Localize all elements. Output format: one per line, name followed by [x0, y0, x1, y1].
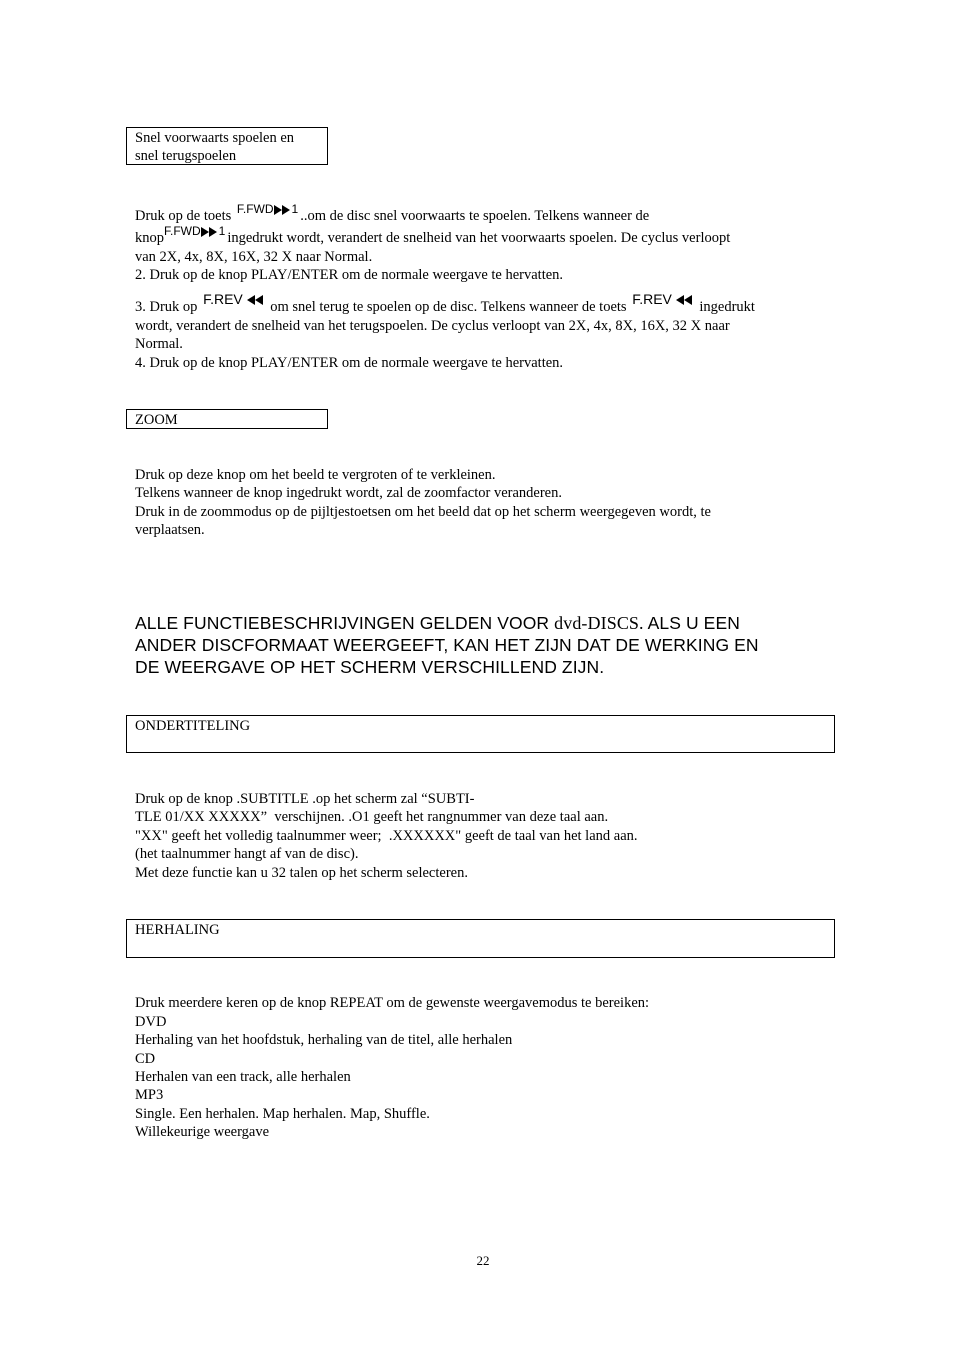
paragraph-line: Normal.	[135, 336, 183, 352]
paragraph-line: van 2X, 4x, 8X, 16X, 32 X naar Normal.	[135, 249, 373, 265]
page-number: 22	[476, 1253, 490, 1268]
notice-line: DE WEERGAVE OP HET SCHERM VERSCHILLEND ZIJN.	[135, 657, 605, 677]
paragraph-line: MP3	[135, 1087, 164, 1103]
heading-line: HERHALING	[135, 922, 220, 938]
section-heading-repeat	[126, 919, 835, 958]
ffwd-button-icon: F.FWD 1	[164, 224, 226, 238]
notice-line: ALLE FUNCTIEBESCHRIJVINGEN GELDEN VOOR dvd-DISCS. ALS U EEN	[135, 613, 740, 633]
paragraph-line: verplaatsen.	[135, 522, 205, 538]
paragraph-line: Single. Een herhalen. Map herhalen. Map, Shuffle.	[135, 1106, 430, 1122]
paragraph-line: 3. Druk op F.REV om snel terug te spoelen op de disc. Telkens wanneer de toets F.REV ingedrukt	[135, 291, 755, 315]
paragraph-line: TLE 01/XX XXXXX” verschijnen. .O1 geeft het rangnummer van deze taal aan.	[135, 809, 609, 825]
notice-line: ANDER DISCFORMAAT WEERGEEFT, KAN HET ZIJN DAT DE WERKING EN	[135, 635, 759, 655]
section-heading-subtitle	[126, 715, 835, 753]
section-heading-ffwd	[126, 127, 328, 165]
paragraph-line: Herhaling van het hoofdstuk, herhaling van de titel, alle herhalen	[135, 1032, 513, 1048]
paragraph-line: Druk op deze knop om het beeld te vergroten of te verkleinen.	[135, 467, 496, 483]
paragraph-line: Druk in de zoommodus op de pijltjestoetsen om het beeld dat op het scherm weergegeven wordt, te	[135, 504, 711, 520]
section-heading-zoom	[126, 409, 328, 429]
paragraph-line: Willekeurige weergave	[135, 1124, 270, 1140]
paragraph-line: Druk op de knop .SUBTITLE .op het scherm zal “SUBTI-	[135, 791, 475, 807]
paragraph-line: Druk meerdere keren op de knop REPEAT om de gewenste weergavemodus te bereiken:	[135, 995, 650, 1011]
ffwd-button-icon: F.FWD 1	[236, 202, 299, 216]
heading-line: ZOOM	[135, 412, 178, 428]
frev-button-icon: F.REV	[632, 293, 694, 305]
paragraph-line: Druk op de toets F.FWD 1 ..om de disc snel voorwaarts te spoelen. Telkens wanneer de	[135, 202, 650, 224]
paragraph-line: CD	[135, 1051, 156, 1067]
paragraph-line: wordt, verandert de snelheid van het terugspoelen. De cyclus verloopt van 2X, 4x, 8X, 16X, 32 X naar	[135, 318, 730, 334]
paragraph-line: "XX" geeft het volledig taalnummer weer; .XXXXXX" geeft de taal van het land aan.	[135, 828, 638, 844]
paragraph-line: knopF.FWD 1 ingedrukt wordt, verandert de snelheid van het voorwaarts spoelen. De cyclus verloopt	[135, 224, 731, 246]
paragraph-line: (het taalnummer hangt af van de disc).	[135, 846, 359, 862]
frev-button-icon: F.REV	[203, 293, 265, 305]
paragraph-line: Met deze functie kan u 32 talen op het scherm selecteren.	[135, 865, 468, 881]
heading-line: snel terugspoelen	[135, 148, 237, 164]
heading-line: ONDERTITELING	[135, 718, 251, 734]
paragraph-line: Herhalen van een track, alle herhalen	[135, 1069, 351, 1085]
paragraph-line: 2. Druk op de knop PLAY/ENTER om de normale weergave te hervatten.	[135, 267, 564, 283]
paragraph-line: Telkens wanneer de knop ingedrukt wordt, zal de zoomfactor veranderen.	[135, 485, 562, 501]
heading-line: Snel voorwaarts spoelen en	[135, 130, 295, 146]
paragraph-line: 4. Druk op de knop PLAY/ENTER om de normale weergave te hervatten.	[135, 355, 564, 371]
paragraph-line: DVD	[135, 1014, 167, 1030]
